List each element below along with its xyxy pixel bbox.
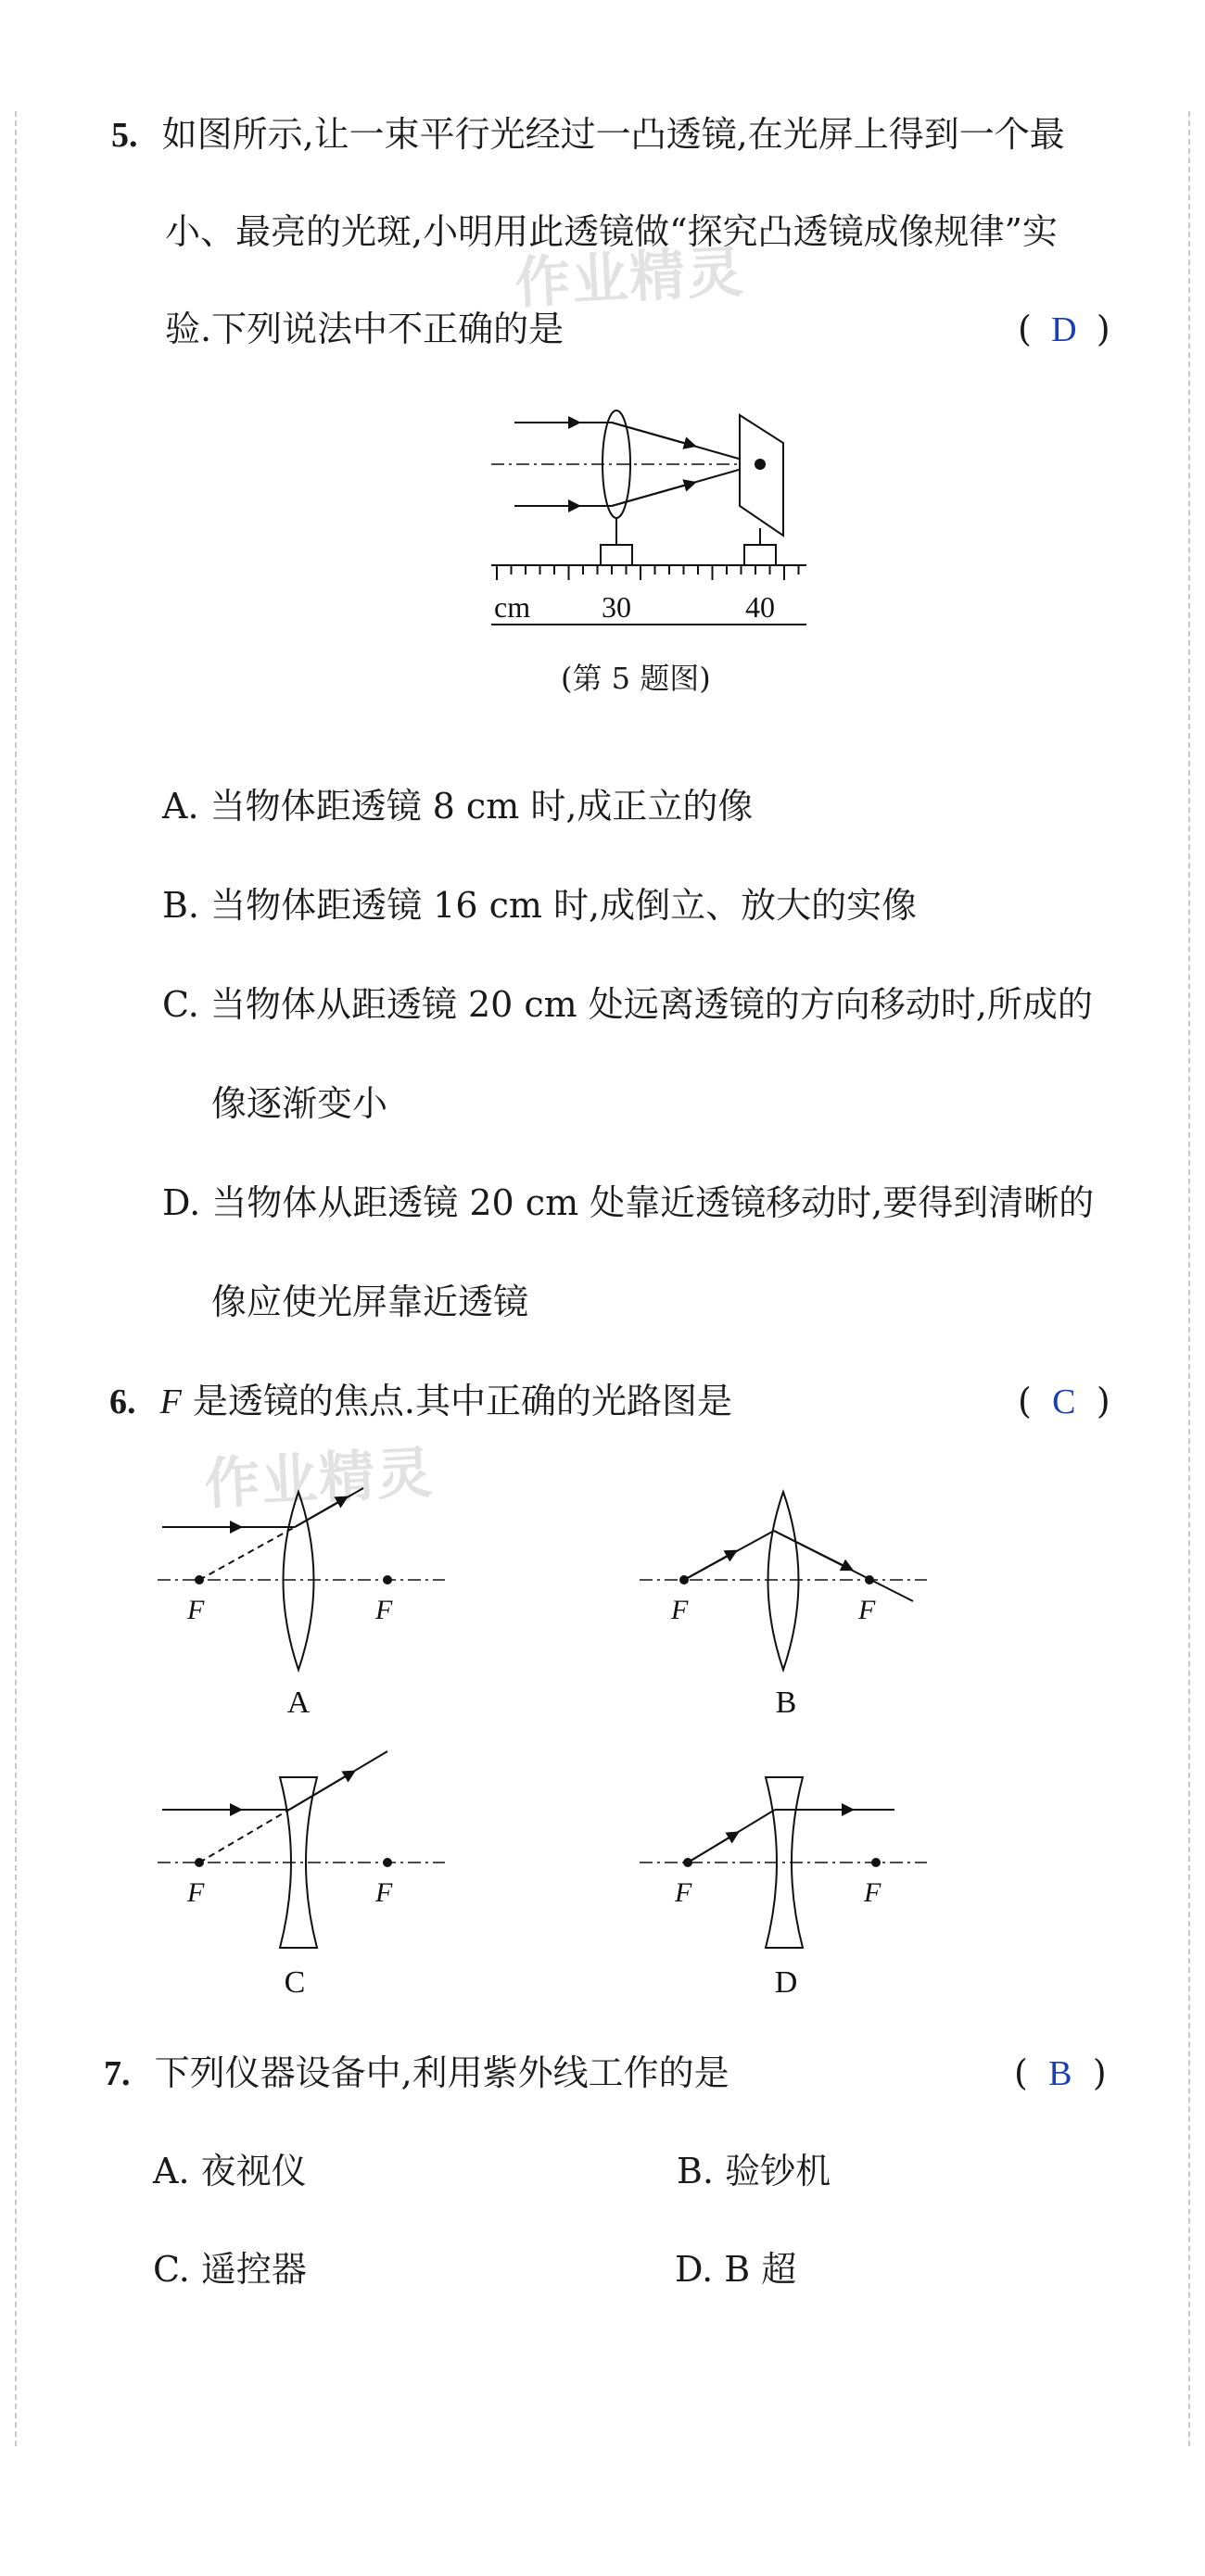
q7-answer-bracket: ( B ) <box>1014 2050 1107 2097</box>
q7-line-1 <box>104 2050 729 2097</box>
q7-answer: B <box>1048 2054 1072 2093</box>
q5-answer: D <box>1051 310 1077 349</box>
q6-diagrams <box>0 1464 1205 2020</box>
diagram-a-focus-label: F <box>375 1595 393 1625</box>
q5-answer-bracket: ( D ) <box>1018 306 1110 353</box>
diagram-c-focus-right <box>383 1858 392 1867</box>
diagram-c-label: C <box>284 1965 306 2000</box>
diagram-c-focus-label: F <box>187 1877 205 1908</box>
q5-line-3: 验.下列说法中不正确的是 <box>165 309 564 349</box>
light-screen <box>740 415 783 536</box>
q5-line-1 <box>111 111 1065 158</box>
diagram-d-focus-label: F <box>675 1877 692 1908</box>
q7-option-b: B. 验钞机 <box>677 2151 831 2191</box>
q7-option-c: C. 遥控器 <box>153 2249 307 2290</box>
diagram-d <box>640 1777 927 2000</box>
watermark: 作业精灵 <box>202 1440 436 1518</box>
screen-stand <box>744 528 776 565</box>
q5-option-c: C. 当物体从距透镜 20 cm 处远离透镜的方向移动时,所成的 <box>162 984 1093 1025</box>
diagram-a-focus-right <box>383 1575 392 1585</box>
q5-line-2: 小、最亮的光斑,小明用此透镜做“探究凸透镜成像规律”实 <box>165 211 1058 252</box>
q7-option-a: A. 夜视仪 <box>153 2151 307 2191</box>
ruler-label-30: 30 <box>602 590 631 624</box>
q6-stem: 是透镜的焦点.其中正确的光路图是 <box>181 1381 732 1421</box>
q5-option-c-cont: 像逐渐变小 <box>211 1083 388 1124</box>
q5-figure-caption: (第 5 题图) <box>561 661 711 696</box>
q6-number: 6. <box>109 1383 136 1421</box>
diagram-d-focus-right <box>871 1858 881 1867</box>
diagram-a-focus-left <box>195 1575 204 1585</box>
diagram-d-label: D <box>774 1965 798 2000</box>
diagram-b-focus-right <box>865 1575 874 1585</box>
watermark: 作业精灵 <box>513 239 746 317</box>
diagram-c <box>158 1751 445 2000</box>
q6-answer: C <box>1052 1383 1076 1421</box>
ruler-label-40: 40 <box>745 590 775 624</box>
q6-line-1 <box>109 1378 732 1425</box>
diagram-a-focus-label: F <box>187 1595 205 1625</box>
diagram-d-focus-label: F <box>864 1877 882 1908</box>
q6-focus-symbol: F <box>159 1383 182 1421</box>
diagram-b <box>640 1492 927 1720</box>
lens-stand <box>601 518 632 565</box>
q5-option-b: B. 当物体距透镜 16 cm 时,成倒立、放大的实像 <box>162 885 918 926</box>
q6-answer-bracket: ( C ) <box>1018 1378 1110 1425</box>
q5-option-d: D. 当物体从距透镜 20 cm 处靠近透镜移动时,要得到清晰的 <box>162 1182 1095 1223</box>
q5-number: 5. <box>111 116 138 155</box>
diagram-a-label: A <box>286 1686 311 1720</box>
diagram-a <box>158 1488 445 1720</box>
ruler-unit: cm <box>494 590 531 624</box>
q5-figure-lens-setup <box>0 398 1205 639</box>
q5-option-a: A. 当物体距透镜 8 cm 时,成正立的像 <box>162 786 754 827</box>
q5-stem-1: 如图所示,让一束平行光经过一凸透镜,在光屏上得到一个最 <box>161 114 1065 155</box>
diagram-b-convex-lens <box>768 1492 799 1670</box>
q7-option-d: D. B 超 <box>675 2249 797 2290</box>
diagram-b-focus-left <box>679 1575 689 1585</box>
light-spot <box>755 459 766 470</box>
q7-number: 7. <box>104 2054 131 2093</box>
diagram-b-label: B <box>775 1686 797 1720</box>
diagram-c-focus-left <box>195 1858 204 1867</box>
q5-option-d-cont: 像应使光屏靠近透镜 <box>211 1282 529 1322</box>
diagram-b-focus-label: F <box>671 1595 689 1625</box>
diagram-c-focus-label: F <box>375 1877 393 1908</box>
q7-stem: 下列仪器设备中,利用紫外线工作的是 <box>154 2052 729 2093</box>
diagram-b-focus-label: F <box>858 1595 876 1625</box>
diagram-d-focus-left <box>683 1858 692 1867</box>
